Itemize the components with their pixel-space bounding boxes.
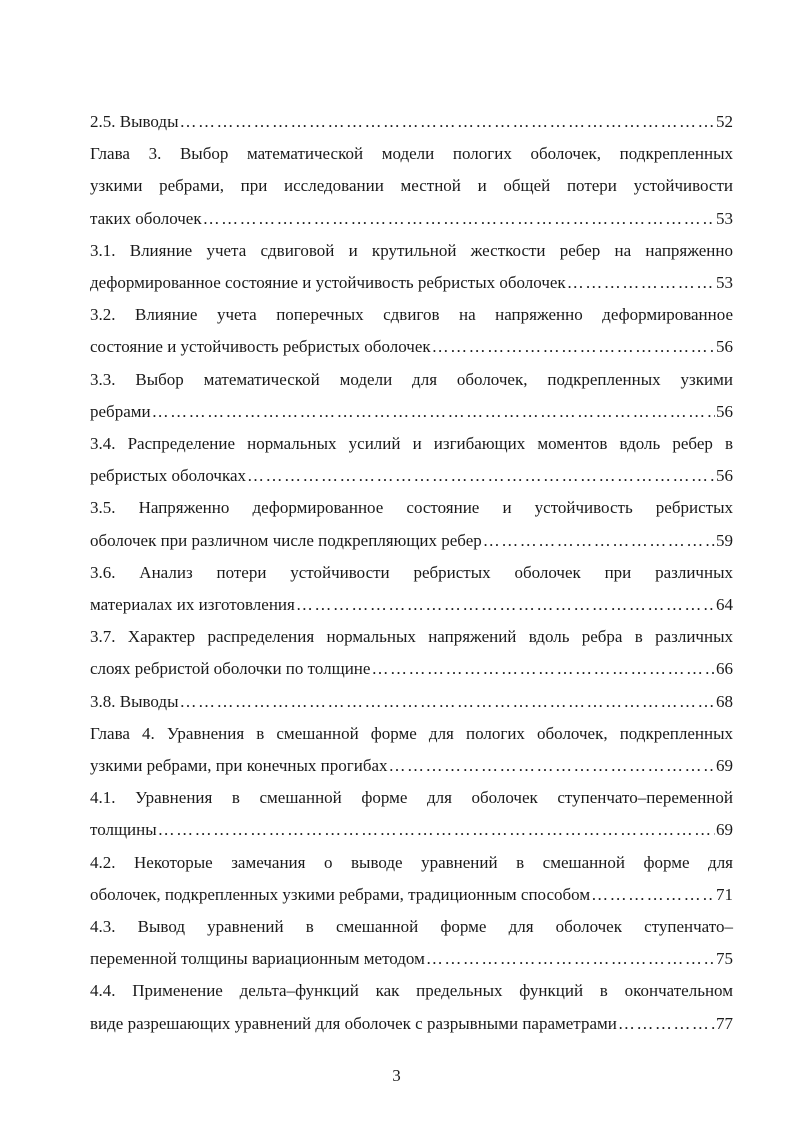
toc-dot-leader <box>618 1008 715 1040</box>
toc-entry[interactable] <box>90 106 733 138</box>
toc-entry-title: ребрами <box>90 401 151 421</box>
toc-page-ref: 52 <box>716 112 733 131</box>
toc-entry-line: Глава 4. Уравнения в смешанной форме для пологих оболочек, подкрепленных <box>90 723 733 743</box>
toc-entry-line: 3.3. Выбор математической модели для оболочек, подкрепленных узкими <box>90 369 733 389</box>
toc-entry-last-line <box>90 686 733 718</box>
toc-entry[interactable] <box>90 718 733 782</box>
toc-entry-line: 3.6. Анализ потери устойчивости ребристых оболочек при различных <box>90 562 733 582</box>
toc-page-ref: 77 <box>716 1013 733 1033</box>
toc-entry-last-line <box>90 750 733 782</box>
toc-page-ref: 59 <box>716 530 733 550</box>
toc-dot-leader <box>203 203 715 235</box>
toc-entry[interactable] <box>90 847 733 911</box>
toc-entry[interactable] <box>90 686 733 718</box>
toc-entry[interactable] <box>90 138 733 235</box>
toc-entry[interactable] <box>90 975 733 1039</box>
toc-entry-line: 3.2. Влияние учета поперечных сдвигов на напряженно деформированное <box>90 305 733 325</box>
toc-entry-line: узкими ребрами, при исследовании местной и общей потери устойчивости <box>90 176 733 196</box>
toc-entry-title: слоях ребристой оболочки по толщине <box>90 659 371 679</box>
toc-entry[interactable] <box>90 364 733 428</box>
toc-entry[interactable] <box>90 782 733 846</box>
toc-entry-title: состояние и устойчивость ребристых оболочек <box>90 337 431 357</box>
toc-entry-last-line <box>90 879 733 911</box>
toc-page-ref: 56 <box>716 401 733 421</box>
toc-entry[interactable] <box>90 911 733 975</box>
toc-entry-title: переменной толщины вариационным методом <box>90 949 425 969</box>
toc-page-ref: 71 <box>716 884 733 904</box>
page-number: 3 <box>392 1066 401 1085</box>
toc-entry-title: виде разрешающих уравнений для оболочек с разрывными параметрами <box>90 1013 617 1033</box>
toc-dot-leader <box>158 814 715 846</box>
toc-entry-last-line <box>90 267 733 299</box>
toc-entry-line: 3.4. Распределение нормальных усилий и изгибающих моментов вдоль ребер в <box>90 434 733 454</box>
toc-entry-last-line <box>90 331 733 363</box>
toc-entry-title: таких оболочек <box>90 208 202 228</box>
toc-dot-leader <box>180 686 715 718</box>
toc-entry-last-line <box>90 1008 733 1040</box>
toc-entry-title: 3.8. Выводы <box>90 691 179 711</box>
toc-entry[interactable] <box>90 299 733 363</box>
toc-entry-line: 3.1. Влияние учета сдвиговой и крутильной жесткости ребер на напряженно <box>90 240 733 260</box>
toc-entry-title: деформированное состояние и устойчивость ребристых оболочек <box>90 273 566 293</box>
toc-page-ref: 68 <box>716 691 733 711</box>
toc-entry[interactable] <box>90 621 733 685</box>
toc-page-ref: 56 <box>716 466 733 486</box>
toc-entry[interactable] <box>90 557 733 621</box>
toc-entry-title: ребристых оболочках <box>90 466 247 486</box>
toc-page-ref: 69 <box>716 820 733 840</box>
toc-entry-line: 4.4. Применение дельта–функций как предельных функций в окончательном <box>90 981 733 1001</box>
toc-entry-title: оболочек при различном числе подкрепляющих ребер <box>90 530 482 550</box>
toc-page-ref: 56 <box>716 337 733 357</box>
toc-entry-last-line <box>90 460 733 492</box>
toc-entry-title: узкими ребрами, при конечных прогибах <box>90 756 388 776</box>
toc-entry-line: 4.3. Вывод уравнений в смешанной форме для оболочек ступенчато– <box>90 917 733 937</box>
toc-entry-title: толщины <box>90 820 157 840</box>
toc-entry-last-line <box>90 203 733 235</box>
toc-dot-leader <box>152 396 715 428</box>
toc-dot-leader <box>371 653 715 685</box>
toc-dot-leader <box>567 267 715 299</box>
toc-page-ref: 75 <box>716 949 733 969</box>
toc-page-ref: 53 <box>716 208 733 228</box>
toc-dot-leader <box>247 460 715 492</box>
toc-entry-title: оболочек, подкрепленных узкими ребрами, традиционным способом <box>90 884 591 904</box>
toc-dot-leader <box>483 525 715 557</box>
toc-entry-last-line <box>90 106 733 138</box>
toc-entry-line: 3.5. Напряженно деформированное состояние и устойчивость ребристых <box>90 498 733 518</box>
toc-dot-leader <box>591 879 715 911</box>
toc-entry[interactable] <box>90 235 733 299</box>
toc-dot-leader <box>296 589 715 621</box>
toc-dot-leader <box>180 106 715 138</box>
toc-entry-last-line <box>90 525 733 557</box>
toc-entry-last-line <box>90 396 733 428</box>
toc-entry-line: 4.1. Уравнения в смешанной форме для оболочек ступенчато–переменной <box>90 788 733 808</box>
toc-entry-last-line <box>90 814 733 846</box>
toc-entry[interactable] <box>90 492 733 556</box>
toc-entry-title: 2.5. Выводы <box>90 112 179 131</box>
toc-entry-last-line <box>90 653 733 685</box>
toc-dot-leader <box>432 331 715 363</box>
toc-page-ref: 66 <box>716 659 733 679</box>
toc-entry-line: 4.2. Некоторые замечания о выводе уравнений в смешанной форме для <box>90 852 733 872</box>
toc-dot-leader <box>389 750 715 782</box>
toc-dot-leader <box>426 943 715 975</box>
toc-page-ref: 64 <box>716 595 733 615</box>
table-of-contents <box>90 106 733 1040</box>
toc-entry-title: материалах их изготовления <box>90 595 295 615</box>
toc-page-ref: 69 <box>716 756 733 776</box>
toc-entry-last-line <box>90 589 733 621</box>
toc-entry-line: Глава 3. Выбор математической модели пологих оболочек, подкрепленных <box>90 144 733 164</box>
toc-entry-line: 3.7. Характер распределения нормальных напряжений вдоль ребра в различных <box>90 627 733 647</box>
toc-entry[interactable] <box>90 428 733 492</box>
toc-page-ref: 53 <box>716 273 733 293</box>
toc-entry-last-line <box>90 943 733 975</box>
